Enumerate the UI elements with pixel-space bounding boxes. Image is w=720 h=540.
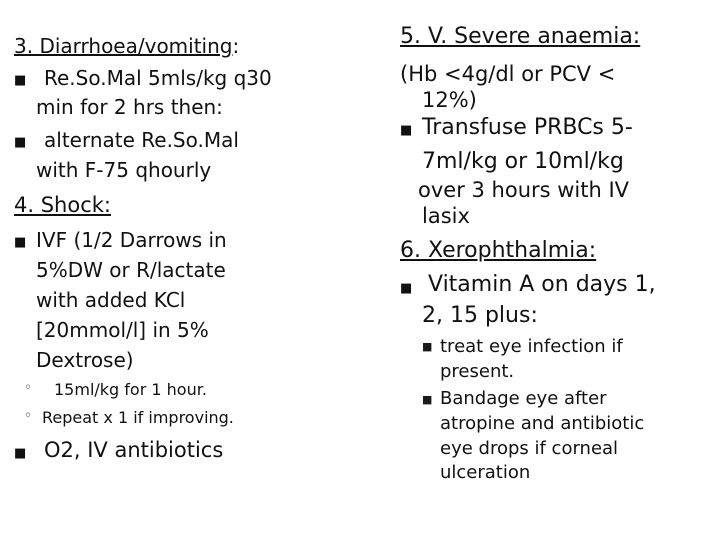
section-4-sub-2: Repeat x 1 if improving. [42, 408, 234, 427]
square-bullet-icon: ■ [422, 393, 433, 406]
section-4-sub-1: 15ml/kg for 1 hour. [54, 380, 207, 399]
section-3-heading: 3. Diarrhoea/vomiting [14, 34, 233, 58]
section-6-sub-2-line-1: Bandage eye after [440, 388, 607, 409]
section-5-bullet-1-line-2: 7ml/kg or 10ml/kg [422, 149, 624, 174]
section-5-line-2: (Hb <4g/dl or PCV < [400, 62, 616, 86]
section-5-heading: 5. V. Severe anaemia: [400, 24, 641, 49]
section-3-bullet-2-line-2: with F-75 qhourly [36, 158, 212, 182]
section-3-bullet-1-line-1: Re.So.Mal 5mls/kg q30 [44, 66, 272, 90]
section-6-sub-2-line-3: eye drops if corneal [440, 438, 619, 459]
section-6-sub-2-line-4: ulceration [440, 462, 531, 483]
section-5-bullet-1-line-1: Transfuse PRBCs 5- [422, 115, 633, 140]
section-5-line-3: 12%) [422, 88, 477, 112]
bullet-icon [400, 123, 412, 138]
section-6-sub-1-line-1: treat eye infection if [440, 336, 623, 357]
section-6-sub-2-line-2: atropine and antibiotic [440, 413, 645, 434]
bullet-icon [14, 73, 26, 88]
ring-bullet-icon: ◦ [24, 380, 33, 396]
section-4-bullet-1-line-4: [20mmol/l] in 5% [36, 318, 209, 342]
section-6-sub-1-line-2: present. [440, 361, 515, 382]
section-6-bullet-1-line-1: Vitamin A on days 1, [428, 272, 656, 297]
section-4-heading: 4. Shock: [14, 193, 111, 217]
bullet-icon [14, 446, 26, 461]
section-5-bullet-1-line-4: lasix [422, 204, 470, 228]
section-6-bullet-1-line-2: 2, 15 plus: [422, 303, 538, 328]
square-bullet-icon: ■ [422, 340, 433, 353]
section-4-bullet-1-line-1: IVF (1/2 Darrows in [36, 228, 227, 252]
section-4-bullet-1-line-2: 5%DW or R/lactate [36, 258, 226, 282]
section-6-heading: 6. Xerophthalmia: [400, 238, 597, 263]
ring-bullet-icon: ◦ [24, 408, 33, 424]
section-4-bullet-2: O2, IV antibiotics [44, 438, 224, 462]
bullet-icon [400, 281, 412, 296]
section-4-bullet-1-line-3: with added KCl [36, 288, 186, 312]
bullet-icon [14, 135, 26, 150]
section-5-bullet-1-line-3: over 3 hours with IV [418, 178, 630, 202]
section-3-bullet-2-line-1: alternate Re.So.Mal [44, 128, 239, 152]
section-4-bullet-1-line-5: Dextrose) [36, 348, 134, 372]
section-3-heading-line: 3. Diarrhoea/vomiting: [14, 34, 240, 58]
section-3-bullet-1-line-2: min for 2 hrs then: [36, 95, 223, 119]
bullet-icon [14, 235, 26, 250]
